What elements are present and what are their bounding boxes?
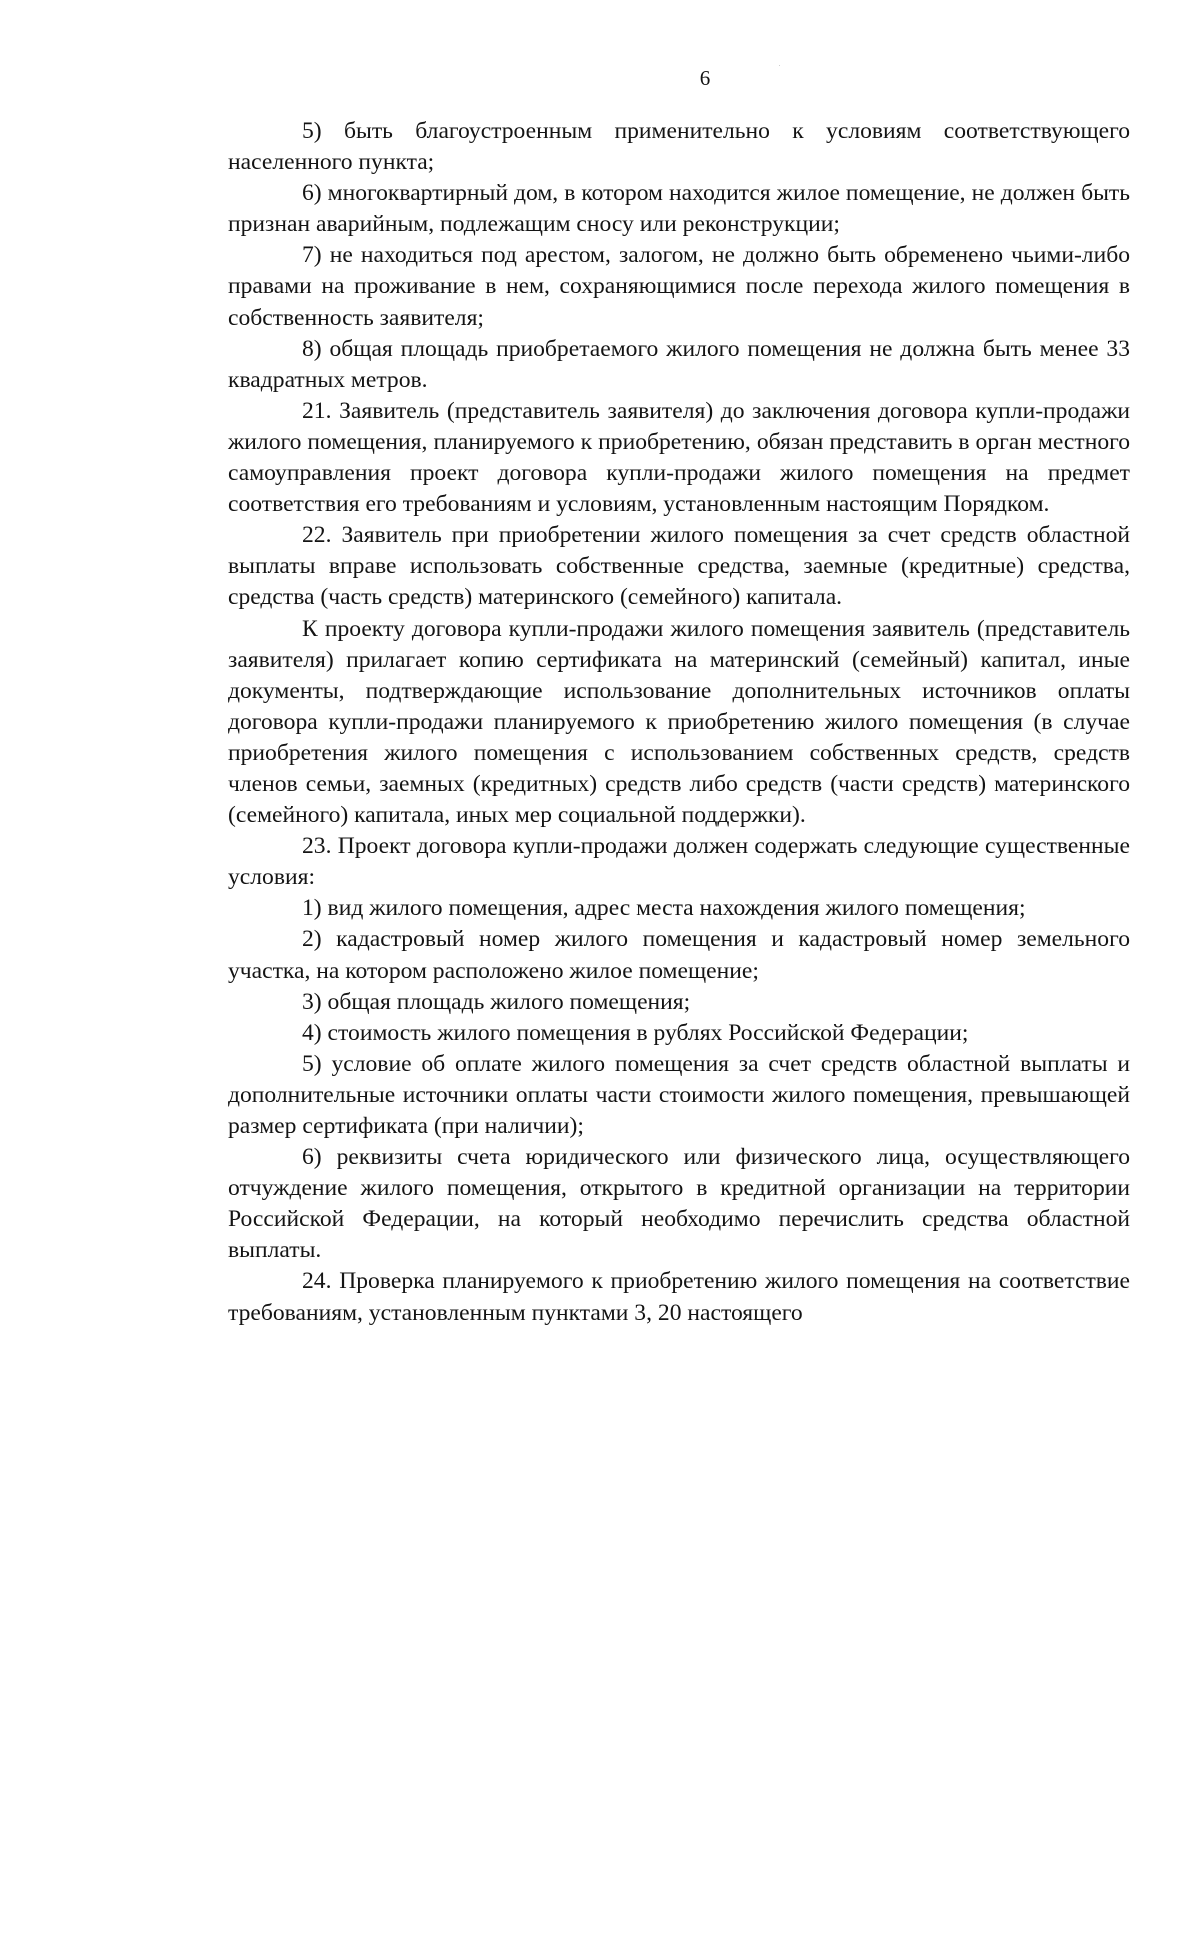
condition-item-4: 4) стоимость жилого помещения в рублях Российской Федерации; <box>302 1019 969 1046</box>
paragraph-21: 21. Заявитель (представитель заявителя) до заключения договора купли-продажи жилого помещения, планируемого к приобретению, обязан представить в орган местного самоуправления проект договора купли-продажи жилого помещения на предмет соответствия его требованиям и условиям, установленным настоящим Порядком. <box>228 397 1130 518</box>
condition-item-5: 5) условие об оплате жилого помещения за счет средств областной выплаты и дополнительные источники оплаты части стоимости жилого помещения, превышающей размер сертификата (при наличии); <box>228 1050 1130 1139</box>
page-number: 6 <box>699 66 711 90</box>
document-body <box>228 116 1130 1329</box>
paragraph-item-8: 8) общая площадь приобретаемого жилого помещения не должна быть менее 33 квадратных метров. <box>228 335 1130 393</box>
condition-item-3: 3) общая площадь жилого помещения; <box>302 988 691 1015</box>
paragraph-23: 23. Проект договора купли-продажи должен содержать следующие существенные условия: <box>228 833 1130 891</box>
paragraph-item-5: 5) быть благоустроенным применительно к условиям соответствующего населенного пункта; <box>228 118 1130 176</box>
condition-item-2: 2) кадастровый номер жилого помещения и кадастровый номер земельного участка, на котором расположено жилое помещение; <box>228 926 1130 984</box>
paragraph-22-continuation: К проекту договора купли-продажи жилого помещения заявитель (представитель заявителя) прилагает копию сертификата на материнский (семейный) капитал, иные документы, подтверждающие использование дополнительных источников оплаты договора купли-продажи планируемого к приобретению жилого помещения (в случае приобретения жилого помещения с использованием собственных средств, средств членов семьи, заемных (кредитных) средств либо средств (части средств) материнского (семейного) капитала, иных мер социальной поддержки). <box>228 615 1130 829</box>
condition-item-1: 1) вид жилого помещения, адрес места нахождения жилого помещения; <box>302 895 1026 922</box>
paragraph-item-7: 7) не находиться под арестом, залогом, не должно быть обременено чьими-либо правами на проживание в нем, сохраняющимися после перехода жилого помещения в собственность заявителя; <box>228 242 1130 331</box>
paragraph-item-6: 6) многоквартирный дом, в котором находится жилое помещение, не должен быть признан аварийным, подлежащим сносу или реконструкции; <box>228 180 1130 238</box>
condition-item-6: 6) реквизиты счета юридического или физического лица, осуществляющего отчуждение жилого помещения, открытого в кредитной организации на территории Российской Федерации, на который необходимо перечислить средства областной выплаты. <box>228 1144 1130 1264</box>
paragraph-22: 22. Заявитель при приобретении жилого помещения за счет средств областной выплаты вправе использовать собственные средства, заемные (кредитные) средства, средства (часть средств) материнского (семейного) капитала. <box>228 522 1130 611</box>
paragraph-24: 24. Проверка планируемого к приобретению жилого помещения на соответствие требованиям, установленным пунктами 3, 20 настоящего <box>228 1268 1130 1326</box>
